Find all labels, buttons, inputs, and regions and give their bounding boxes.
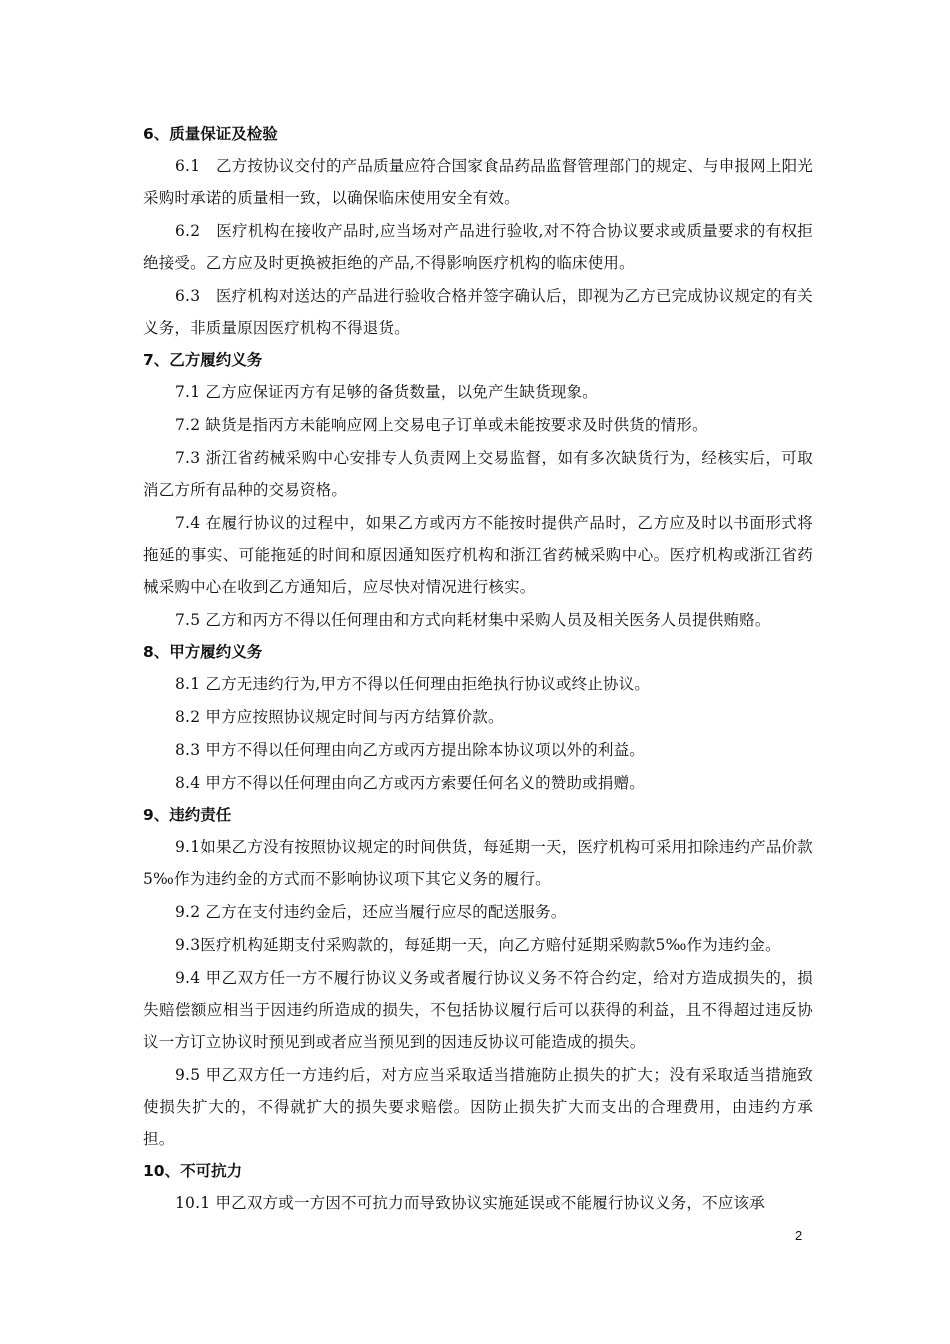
section-heading: 9、违约责任: [143, 806, 232, 824]
paragraph: 9.5 甲乙双方任一方违约后，对方应当采取适当措施防止损失的扩大；没有采取适当措施致使损失扩大的，不得就扩大的损失要求赔偿。因防止损失扩大而支出的合理费用，由违约方承担。: [143, 1066, 813, 1148]
section-heading: 7、乙方履约义务: [143, 351, 263, 369]
paragraph: 10.1 甲乙双方或一方因不可抗力而导致协议实施延误或不能履行协议义务，不应该承: [175, 1194, 765, 1212]
section-heading: 6、质量保证及检验: [143, 125, 278, 143]
paragraph: 7.2 缺货是指丙方未能响应网上交易电子订单或未能按要求及时供货的情形。: [175, 416, 708, 434]
paragraph: 8.1 乙方无违约行为,甲方不得以任何理由拒绝执行协议或终止协议。: [175, 675, 651, 693]
paragraph: 6.2 医疗机构在接收产品时,应当场对产品进行验收,对不符合协议要求或质量要求的有权拒绝接受。乙方应及时更换被拒绝的产品,不得影响医疗机构的临床使用。: [143, 222, 813, 272]
paragraph: 8.2 甲方应按照协议规定时间与丙方结算价款。: [175, 708, 504, 726]
section-heading: 8、甲方履约义务: [143, 643, 263, 661]
paragraph: 7.1 乙方应保证丙方有足够的备货数量，以免产生缺货现象。: [175, 383, 598, 401]
paragraph: 7.4 在履行协议的过程中，如果乙方或丙方不能按时提供产品时，乙方应及时以书面形式将拖延的事实、可能拖延的时间和原因通知医疗机构和浙江省药械采购中心。医疗机构或浙江省药械采购中心在收到乙方通知后，应尽快对情况进行核实。: [143, 514, 813, 596]
section-heading: 10、不可抗力: [143, 1162, 243, 1180]
paragraph: 7.5 乙方和丙方不得以任何理由和方式向耗材集中采购人员及相关医务人员提供贿赂。: [175, 611, 771, 629]
paragraph: 9.1如果乙方没有按照协议规定的时间供货，每延期一天，医疗机构可采用扣除违约产品价款5‰作为违约金的方式而不影响协议项下其它义务的履行。: [143, 838, 813, 888]
paragraph: 8.4 甲方不得以任何理由向乙方或丙方索要任何名义的赞助或捐赠。: [175, 774, 645, 792]
paragraph: 7.3 浙江省药械采购中心安排专人负责网上交易监督，如有多次缺货行为，经核实后，可取消乙方所有品种的交易资格。: [143, 449, 813, 499]
paragraph: 8.3 甲方不得以任何理由向乙方或丙方提出除本协议项以外的利益。: [175, 741, 645, 759]
paragraph: 9.4 甲乙双方任一方不履行协议义务或者履行协议义务不符合约定，给对方造成损失的，损失赔偿额应相当于因违约所造成的损失，不包括协议履行后可以获得的利益，且不得超过违反协议一方订立协议时预见到或者应当预见到的因违反协议可能造成的损失。: [143, 969, 813, 1051]
paragraph: 9.3医疗机构延期支付采购款的，每延期一天，向乙方赔付延期采购款5‰作为违约金。: [175, 936, 781, 954]
paragraph: 9.2 乙方在支付违约金后，还应当履行应尽的配送服务。: [175, 903, 567, 921]
paragraph: 6.3 医疗机构对送达的产品进行验收合格并签字确认后，即视为乙方已完成协议规定的有关义务，非质量原因医疗机构不得退货。: [143, 287, 813, 337]
page-number: 2: [795, 1228, 803, 1243]
document-body: [143, 119, 813, 1220]
paragraph: 6.1 乙方按协议交付的产品质量应符合国家食品药品监督管理部门的规定、与申报网上阳光采购时承诺的质量相一致，以确保临床使用安全有效。: [143, 157, 813, 207]
